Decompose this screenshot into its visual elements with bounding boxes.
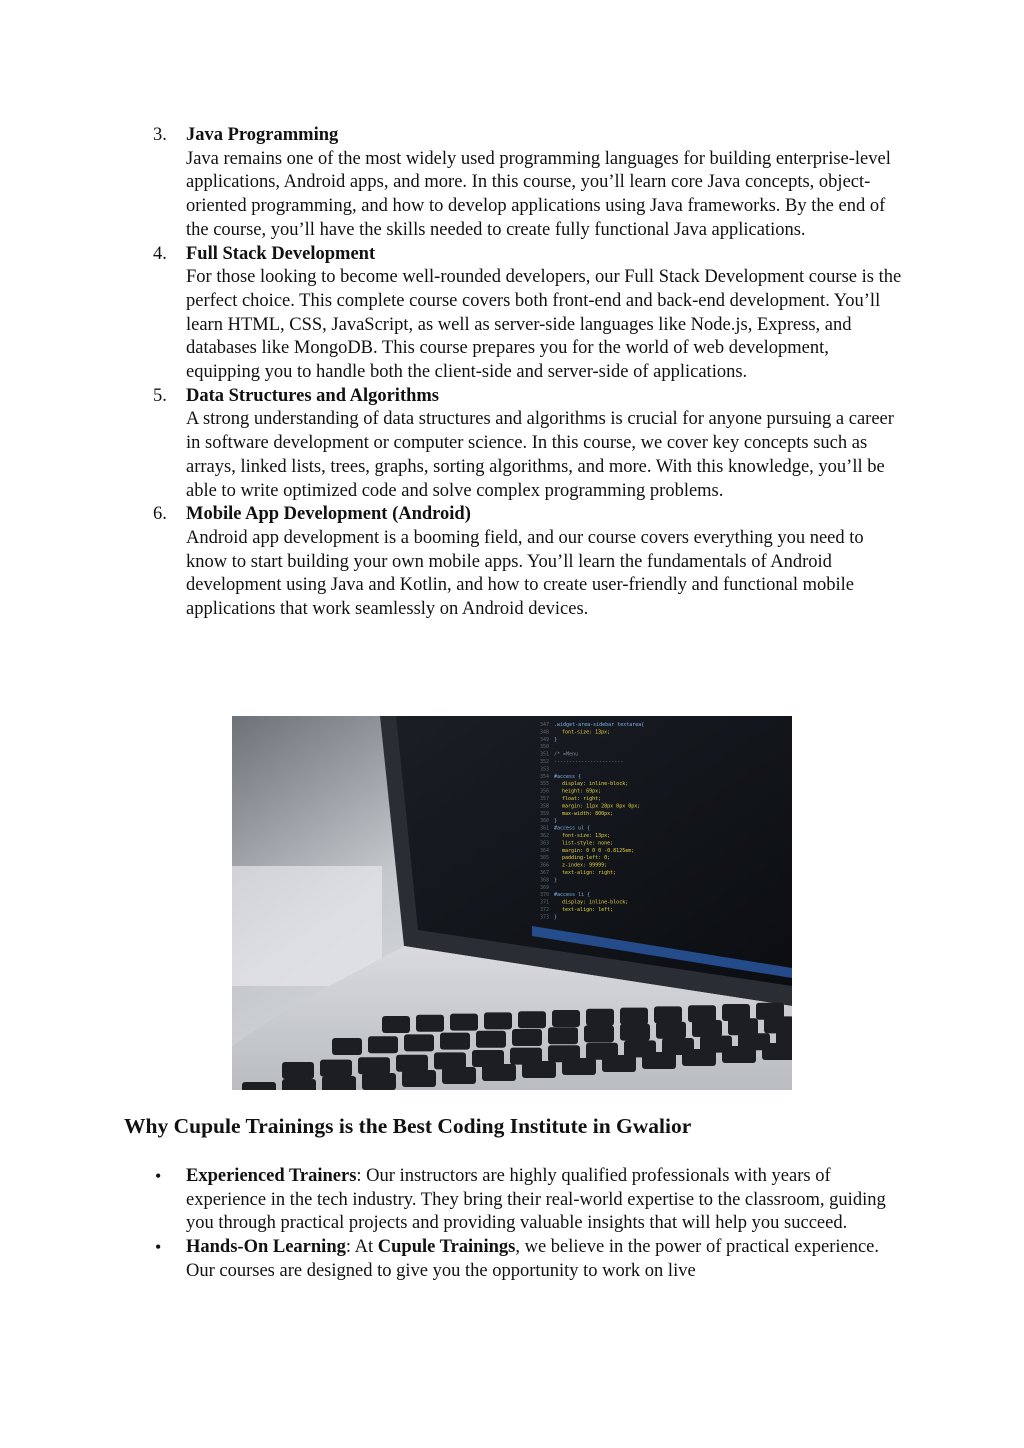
course-title: Data Structures and Algorithms xyxy=(186,385,440,406)
keyboard-key xyxy=(320,1060,352,1077)
list-number: 4. xyxy=(153,243,167,264)
keyboard-key xyxy=(396,1055,428,1072)
code-line: } xyxy=(554,736,558,743)
keyboard-key xyxy=(518,1011,546,1028)
keyboard-key xyxy=(586,1009,614,1026)
keyboard-key xyxy=(728,1018,758,1035)
code-line: display: inline-block; xyxy=(562,781,629,788)
keyboard-key xyxy=(434,1052,466,1069)
keyboard-key xyxy=(442,1067,476,1084)
code-line: } xyxy=(554,818,558,825)
course-title: Mobile App Development (Android) xyxy=(186,504,471,525)
keyboard-key xyxy=(682,1049,716,1066)
line-number: 350 xyxy=(540,744,550,751)
keyboard-key xyxy=(368,1036,398,1053)
line-number: 353 xyxy=(540,766,550,773)
line-number: 367 xyxy=(540,870,550,876)
keyboard-key xyxy=(358,1057,390,1074)
line-number: 370 xyxy=(540,892,550,899)
list-item xyxy=(0,243,1024,385)
keyboard-key xyxy=(322,1076,356,1090)
keyboard-key xyxy=(402,1070,436,1087)
keyboard-key xyxy=(332,1038,362,1055)
brand-name: Cupule Trainings xyxy=(377,1237,516,1258)
list-item xyxy=(0,1165,1024,1236)
line-number: 355 xyxy=(540,781,550,788)
keyboard-key xyxy=(242,1082,276,1090)
course-description: Java remains one of the most widely used programming languages for building enterprise-level applications, Android apps, and more. In this course, you’ll learn core Java concepts, object-oriented programming, and how to develop applications using Java frameworks. By the end of the course, you’ll have the skills needed to create fully functional Java applications. xyxy=(186,148,891,240)
keyboard-key xyxy=(620,1024,650,1041)
line-number: 358 xyxy=(540,803,550,810)
code-line: margin: 11px 28px 0px 0px; xyxy=(562,803,641,810)
line-number: 366 xyxy=(540,862,550,869)
keyboard-key xyxy=(382,1016,410,1033)
list-item xyxy=(0,124,1024,243)
keyboard-key xyxy=(282,1062,314,1079)
keyboard-key xyxy=(688,1005,716,1022)
line-number: 351 xyxy=(540,751,550,758)
code-line: text-align: left; xyxy=(562,907,614,913)
code-line: padding-left: 0; xyxy=(562,855,611,862)
keyboard-key xyxy=(602,1055,636,1072)
keyboard-key xyxy=(762,1043,792,1060)
code-line: font-size: 13px; xyxy=(562,833,611,839)
code-line: z-index: 99999; xyxy=(562,862,608,869)
keyboard-key xyxy=(404,1034,434,1051)
keyboard-key xyxy=(362,1073,396,1090)
keyboard-key xyxy=(722,1046,756,1063)
line-number: 352 xyxy=(540,759,550,765)
keyboard-key xyxy=(552,1010,580,1027)
list-number: 3. xyxy=(153,125,167,145)
code-line: } xyxy=(554,914,558,921)
keyboard-key xyxy=(512,1029,542,1046)
list-number: 5. xyxy=(153,385,167,406)
line-number: 373 xyxy=(540,914,550,921)
course-list xyxy=(0,124,1024,622)
laptop-photo xyxy=(232,716,792,1090)
keyboard-key xyxy=(450,1014,478,1031)
reason-text: : Our instructors are highly qualified professionals with years of experience in the tech industry. They bring their real-world expertise to the classroom, guiding you through practical projects and providing valuable insights that will help you succeed. xyxy=(186,1166,886,1234)
line-number: 360 xyxy=(540,818,550,825)
line-number: 365 xyxy=(540,855,550,862)
bullet-icon: • xyxy=(155,1166,162,1186)
keyboard-key xyxy=(416,1015,444,1032)
code-line: display: inline-block; xyxy=(562,899,629,906)
keyboard-key xyxy=(548,1027,578,1044)
line-number: 348 xyxy=(540,729,550,736)
keyboard-key xyxy=(656,1022,686,1039)
line-number: 356 xyxy=(540,788,550,795)
reason-term: Hands-On Learning xyxy=(186,1237,346,1258)
line-number: 347 xyxy=(540,722,550,728)
line-number: 357 xyxy=(540,796,550,802)
keyboard-key xyxy=(440,1033,470,1050)
course-description: For those looking to become well-rounded developers, our Full Stack Development course is the perfect choice. This complete course covers both front-end and back-end development. You’ll learn HTML, CSS, JavaScript, as well as server-side languages like Node.js, Express, and databases like MongoDB. This course prepares you for the world of web development, equipping you to handle both the client-side and server-side of applications. xyxy=(186,267,902,383)
line-number: 354 xyxy=(540,773,550,780)
code-line: .widget-area-sidebar textarea{ xyxy=(554,722,645,728)
line-number: 364 xyxy=(540,847,550,854)
code-line: } xyxy=(554,877,558,884)
code-line: #access { xyxy=(554,773,582,780)
section-heading: Why Cupule Trainings is the Best Coding Institute in Gwalior xyxy=(124,1114,692,1138)
keyboard-key xyxy=(282,1079,316,1090)
blurred-left-surface xyxy=(232,866,382,986)
line-number: 362 xyxy=(540,833,550,839)
course-description: Android app development is a booming field, and our course covers everything you need to know to start building your own mobile apps. You’ll learn the fundamentals of Android development using Java and Kotlin, and how to create user-friendly and functional mobile applications that work seamlessly on Android devices. xyxy=(186,527,864,620)
keyboard-key xyxy=(654,1006,682,1023)
line-number: 369 xyxy=(540,884,550,891)
keyboard-key xyxy=(476,1031,506,1048)
line-number: 368 xyxy=(540,877,550,884)
line-number: 349 xyxy=(540,736,550,743)
course-title: Full Stack Development xyxy=(186,243,376,264)
line-number: 361 xyxy=(540,825,550,832)
list-item xyxy=(0,503,1024,622)
line-number: 371 xyxy=(540,899,550,906)
reason-text: : At xyxy=(345,1237,378,1258)
reason-term: Experienced Trainers xyxy=(186,1166,357,1186)
line-number: 359 xyxy=(540,810,550,817)
code-line: margin: 0 0 0 -0.8125em; xyxy=(562,847,635,854)
keyboard-key xyxy=(522,1061,556,1078)
list-item xyxy=(0,1236,1024,1283)
code-line: #access ul { xyxy=(554,825,591,832)
keyboard-key xyxy=(584,1025,614,1042)
list-number: 6. xyxy=(153,504,167,525)
code-line: /* =Menu xyxy=(554,751,579,758)
code-line: ----------------------- xyxy=(554,759,624,765)
keyboard-key xyxy=(482,1064,516,1081)
course-title: Java Programming xyxy=(186,125,339,145)
bullet-icon: • xyxy=(155,1237,162,1258)
keyboard-key xyxy=(642,1052,676,1069)
reason-text: , we believe in the power of practical experience. Our courses are designed to give you the opportunity to work on live xyxy=(186,1237,880,1281)
code-line: max-width: 800px; xyxy=(562,810,614,817)
code-line: list-style: none; xyxy=(562,840,614,847)
code-line: #access li { xyxy=(554,892,591,899)
course-description: A strong understanding of data structures and algorithms is crucial for anyone pursuing a career in software development or computer science. In this course, we cover key concepts such as arrays, linked lists, trees, graphs, sorting algorithms, and more. With this knowledge, you’ll be able to write optimized code and solve complex programming problems. xyxy=(186,409,894,501)
line-number: 363 xyxy=(540,840,550,847)
code-line: height: 69px; xyxy=(562,788,602,795)
code-line: text-align: right; xyxy=(562,870,617,876)
keyboard-key xyxy=(484,1012,512,1029)
code-line: float: right; xyxy=(562,796,602,802)
code-line: font-size: 13px; xyxy=(562,729,611,736)
keyboard-key xyxy=(620,1008,648,1025)
keyboard-key xyxy=(562,1058,596,1075)
reasons-list xyxy=(0,1165,1024,1284)
line-number: 372 xyxy=(540,907,550,913)
keyboard-key xyxy=(692,1020,722,1037)
list-item xyxy=(0,385,1024,504)
